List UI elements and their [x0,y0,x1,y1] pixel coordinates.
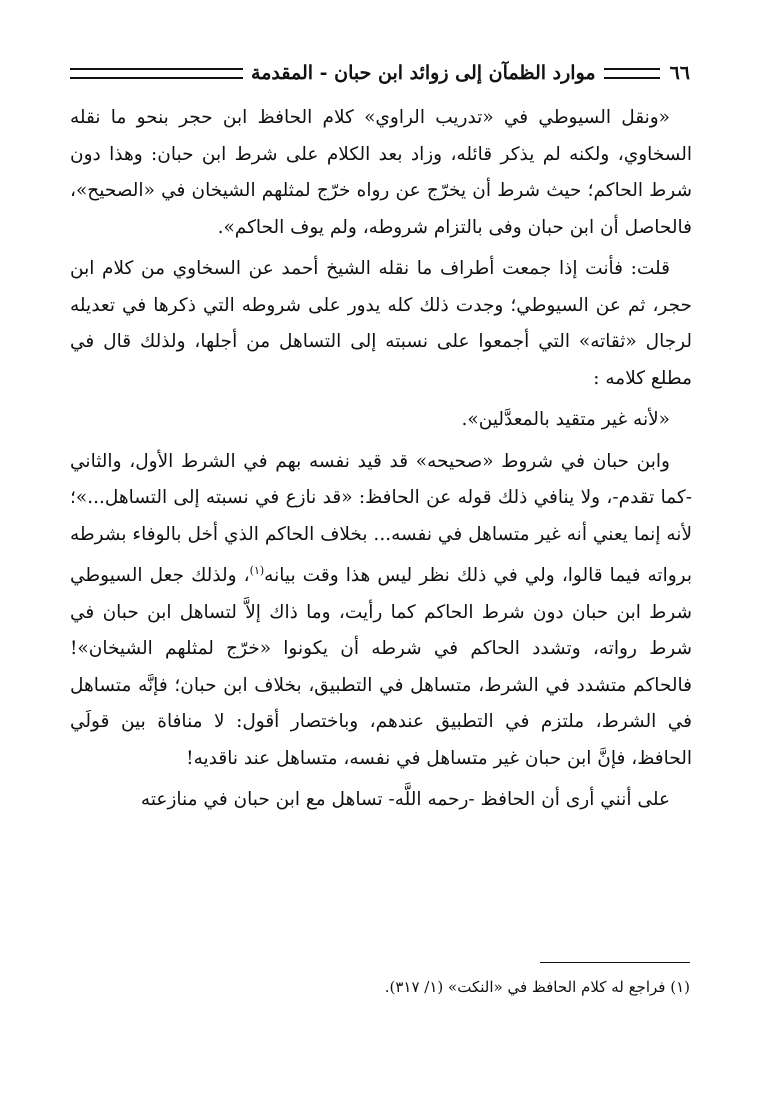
paragraph-final: على أنني أرى أن الحافظ -رحمه اللَّه- تساهل مع ابن حبان في منازعته [140,789,670,811]
paragraph-ibn-hibban-part2: ، ولذلك جعل السيوطي شرط ابن حبان دون شرط الحاكم كما رأيت، وما ذاك إلاَّ لتساهل ابن حبان في شرط رواته، وتشدد الحاكم في شرطه أن يكونوا «خرّج لمثلهم الشيخان»! فالحاكم متشدد في الشرط، متساهل في التطبيق، بخلاف ابن حبان؛ فإنَّه متساهل في الشرط، ملتزم في التطبيق عندهم، وباختصار أقول: لا منافاة بين قولَي الحافظ، فإنَّ ابن حبان غير متساهل في نفسه، متساهل عند ناقديه! [70,565,692,769]
header-rule-left [70,68,243,79]
paragraph-comment: قلت: فأنت إذا جمعت أطراف ما نقله الشيخ أحمد عن السخاوي من كلام ابن حجر، ثم عن السيوطي؛ وجدت ذلك كله يدور على شروطه التي ذكرها في تعديله لرجال «ثقاته» التي أجمعوا على نسبته إلى التساهل من أجلها، ولذلك قال في مطلع كلامه : [70,258,692,389]
footnote: (١) فراجع له كلام الحافظ في «النكت» (١/ ٣١٧). [384,978,690,996]
body-text [70,100,692,819]
paragraph-ibn-hibban [70,444,692,778]
page-number: ٦٦ [669,62,690,84]
running-header [70,58,690,88]
paragraph-quoted-line: «لأنه غير متقيد بالمعدَّلين». [461,409,670,430]
footnote-marker: (١) [249,564,265,577]
running-title: موارد الظمآن إلى زوائد ابن حبان - المقدمة [251,62,596,84]
footnote-divider [540,962,690,963]
paragraph-ibn-hibban-part1: وابن حبان في شروط «صحيحه» قد قيد نفسه بهم في الشرط الأول، والثاني -كما تقدم-، ولا ينافي ذلك قوله عن الحافظ: «قد نازع في نسبته إلى التساهل...»؛ لأنه إنما يعني أنه غير متساهل في نفسه... بخلاف الحاكم الذي أخل بالوفاء بشرطه برواته فيما قالوا، ولي في ذلك نظر ليس هذا وقت بيانه [70,450,693,587]
header-rule-right [604,68,660,79]
paragraph-quote: «ونقل السيوطي في «تدريب الراوي» كلام الحافظ ابن حجر بنحو ما نقله السخاوي، ولكنه لم يذكر قائله، وزاد بعد الكلام على شرط ابن حبان: وهذا دون شرط الحاكم؛ حيث شرط أن يخرّج عن رواه خرّج لمثلهم الشيخان في «الصحيح»، فالحاصل أن ابن حبان وفى بالتزام شروطه، ولم يوف الحاكم». [70,107,692,238]
